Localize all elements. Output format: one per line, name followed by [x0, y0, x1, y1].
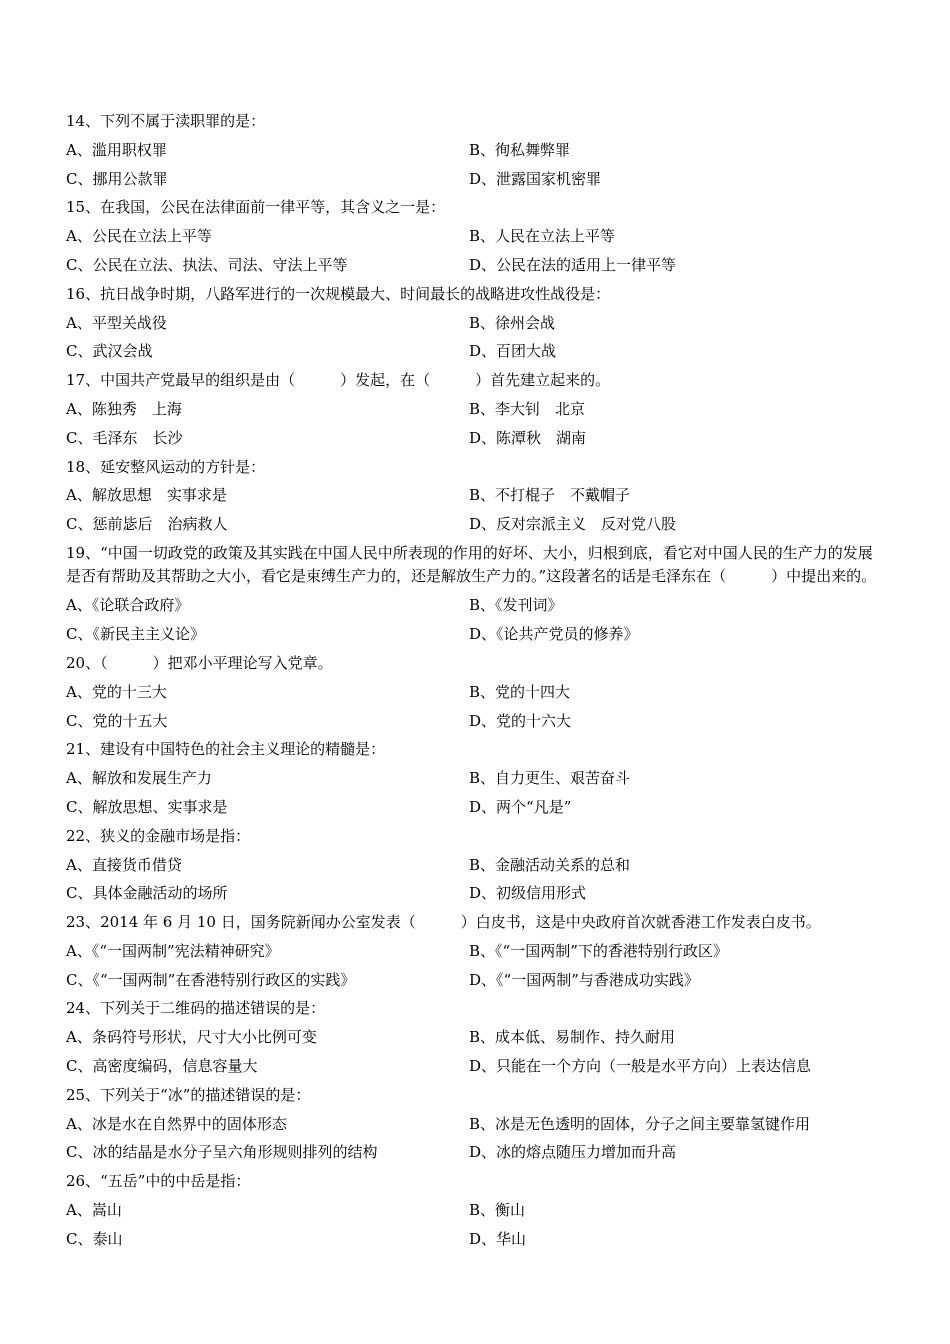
- option-row: [66, 251, 886, 280]
- option-row: [66, 395, 886, 424]
- option-a: A、解放和发展生产力: [66, 769, 212, 788]
- option-row: [66, 620, 886, 649]
- option-d: D、初级信用形式: [469, 884, 587, 903]
- question-stem: 24、下列关于二维码的描述错误的是：: [66, 999, 326, 1018]
- question-19: [66, 539, 886, 649]
- option-c: C、武汉会战: [66, 342, 153, 361]
- option-row: [66, 510, 886, 539]
- option-row: [66, 678, 886, 707]
- option-d: D、冰的熔点随压力增加而升高: [469, 1143, 677, 1162]
- question-stem: 15、在我国，公民在法律面前一律平等，其含义之一是：: [66, 198, 446, 217]
- option-d: D、《“一国两制”与香港成功实践》: [469, 970, 699, 989]
- option-c: C、公民在立法、执法、司法、守法上平等: [66, 255, 348, 274]
- option-row: [66, 1225, 886, 1254]
- option-d: D、两个“凡是”: [469, 797, 572, 816]
- option-row: [66, 165, 886, 194]
- question-14: [66, 107, 886, 193]
- option-row: [66, 1052, 886, 1081]
- option-b: B、人民在立法上平等: [469, 227, 616, 246]
- question-23: [66, 908, 886, 994]
- option-row: [66, 481, 886, 510]
- option-d: D、泄露国家机密罪: [469, 169, 602, 188]
- question-18: [66, 453, 886, 539]
- option-d: D、党的十六大: [469, 711, 572, 730]
- option-c: C、冰的结晶是水分子呈六角形规则排列的结构: [66, 1143, 378, 1162]
- option-d: D、《论共产党员的修养》: [469, 625, 639, 644]
- option-c: C、党的十五大: [66, 711, 168, 730]
- option-d: D、华山: [469, 1229, 527, 1248]
- question-16: [66, 280, 886, 366]
- option-row: [66, 1138, 886, 1167]
- option-row: [66, 136, 886, 165]
- option-c: C、泰山: [66, 1229, 123, 1248]
- option-row: [66, 1110, 886, 1139]
- option-row: [66, 1196, 886, 1225]
- option-a: A、公民在立法上平等: [66, 227, 212, 246]
- question-21: [66, 735, 886, 821]
- option-b: B、徇私舞弊罪: [469, 140, 571, 159]
- option-row: [66, 851, 886, 880]
- option-b: B、不打棍子 不戴帽子: [469, 486, 631, 505]
- question-20: [66, 649, 886, 735]
- question-15: [66, 193, 886, 279]
- option-a: A、陈独秀 上海: [66, 399, 182, 418]
- question-stem: 21、建设有中国特色的社会主义理论的精髓是：: [66, 740, 386, 759]
- option-b: B、金融活动关系的总和: [469, 855, 631, 874]
- option-c: C、惩前毖后 治病救人: [66, 515, 228, 534]
- option-b: B、成本低、易制作、持久耐用: [469, 1028, 676, 1047]
- option-c: C、《“一国两制”在香港特别行政区的实践》: [66, 970, 356, 989]
- option-c: C、高密度编码，信息容量大: [66, 1057, 258, 1076]
- option-row: [66, 1023, 886, 1052]
- option-d: D、陈潭秋 湖南: [469, 428, 587, 447]
- option-a: A、《论联合政府》: [66, 596, 190, 615]
- option-b: B、《“一国两制”下的香港特别行政区》: [469, 941, 728, 960]
- option-a: A、党的十三大: [66, 682, 167, 701]
- question-24: [66, 994, 886, 1080]
- question-stem: 22、狭义的金融市场是指：: [66, 826, 251, 845]
- option-d: D、反对宗派主义 反对党八股: [469, 515, 677, 534]
- option-c: C、毛泽东 长沙: [66, 428, 183, 447]
- option-row: [66, 937, 886, 966]
- option-b: B、党的十四大: [469, 682, 571, 701]
- question-stem: 18、延安整风运动的方针是：: [66, 457, 266, 476]
- option-row: [66, 707, 886, 736]
- option-a: A、嵩山: [66, 1201, 122, 1220]
- option-b: B、自力更生、艰苦奋斗: [469, 769, 631, 788]
- option-c: C、具体金融活动的场所: [66, 884, 228, 903]
- question-25: [66, 1081, 886, 1167]
- option-row: [66, 591, 886, 620]
- option-row: [66, 222, 886, 251]
- option-row: [66, 424, 886, 453]
- option-d: D、公民在法的适用上一律平等: [469, 255, 677, 274]
- exam-document: [66, 107, 886, 1254]
- option-b: B、徐州会战: [469, 313, 556, 332]
- option-row: [66, 879, 886, 908]
- question-stem: 19、“中国一切政党的政策及其实践在中国人民中所表现的作用的好坏、大小，归根到底，看它对中国人民的生产力的发展是否有帮助及其帮助之大小，看它是束缚生产力的，还是解放生产力的。”这段著名的话是毛泽东在（ ）中提出来的。: [66, 543, 877, 586]
- option-c: C、解放思想、实事求是: [66, 797, 228, 816]
- option-a: A、条码符号形状，尺寸大小比例可变: [66, 1028, 317, 1047]
- option-a: A、滥用职权罪: [66, 140, 167, 159]
- question-stem: 14、下列不属于渎职罪的是：: [66, 112, 266, 130]
- option-b: B、冰是无色透明的固体，分子之间主要靠氢键作用: [469, 1114, 811, 1133]
- option-a: A、《“一国两制”宪法精神研究》: [66, 941, 280, 960]
- option-c: C、《新民主主义论》: [66, 625, 205, 644]
- option-a: A、冰是水在自然界中的固体形态: [66, 1114, 287, 1133]
- option-row: [66, 764, 886, 793]
- option-row: [66, 309, 886, 338]
- question-stem: 16、抗日战争时期，八路军进行的一次规模最大、时间最长的战略进攻性战役是：: [66, 284, 611, 303]
- question-22: [66, 822, 886, 908]
- option-row: [66, 966, 886, 995]
- question-stem: 26、“五岳”中的中岳是指：: [66, 1172, 251, 1191]
- option-row: [66, 337, 886, 366]
- option-b: B、《发刊词》: [469, 596, 563, 615]
- option-b: B、衡山: [469, 1201, 526, 1220]
- option-c: C、挪用公款罪: [66, 169, 168, 188]
- question-stem: 25、下列关于“冰”的描述错误的是：: [66, 1085, 311, 1104]
- option-a: A、平型关战役: [66, 313, 167, 332]
- question-stem: 20、（ ）把邓小平理论写入党章。: [66, 653, 333, 672]
- option-b: B、李大钊 北京: [469, 399, 586, 418]
- option-d: D、百团大战: [469, 342, 557, 361]
- question-stem: 17、中国共产党最早的组织是由（ ）发起，在（ ）首先建立起来的。: [66, 371, 611, 390]
- option-a: A、直接货币借贷: [66, 855, 182, 874]
- question-26: [66, 1167, 886, 1253]
- question-stem: 23、2014 年 6 月 10 日，国务院新闻办公室发表（ ）白皮书，这是中央政府首次就香港工作发表白皮书。: [66, 913, 821, 932]
- option-d: D、只能在一个方向（一般是水平方向）上表达信息: [469, 1057, 812, 1076]
- option-a: A、解放思想 实事求是: [66, 486, 227, 505]
- question-17: [66, 366, 886, 452]
- option-row: [66, 793, 886, 822]
